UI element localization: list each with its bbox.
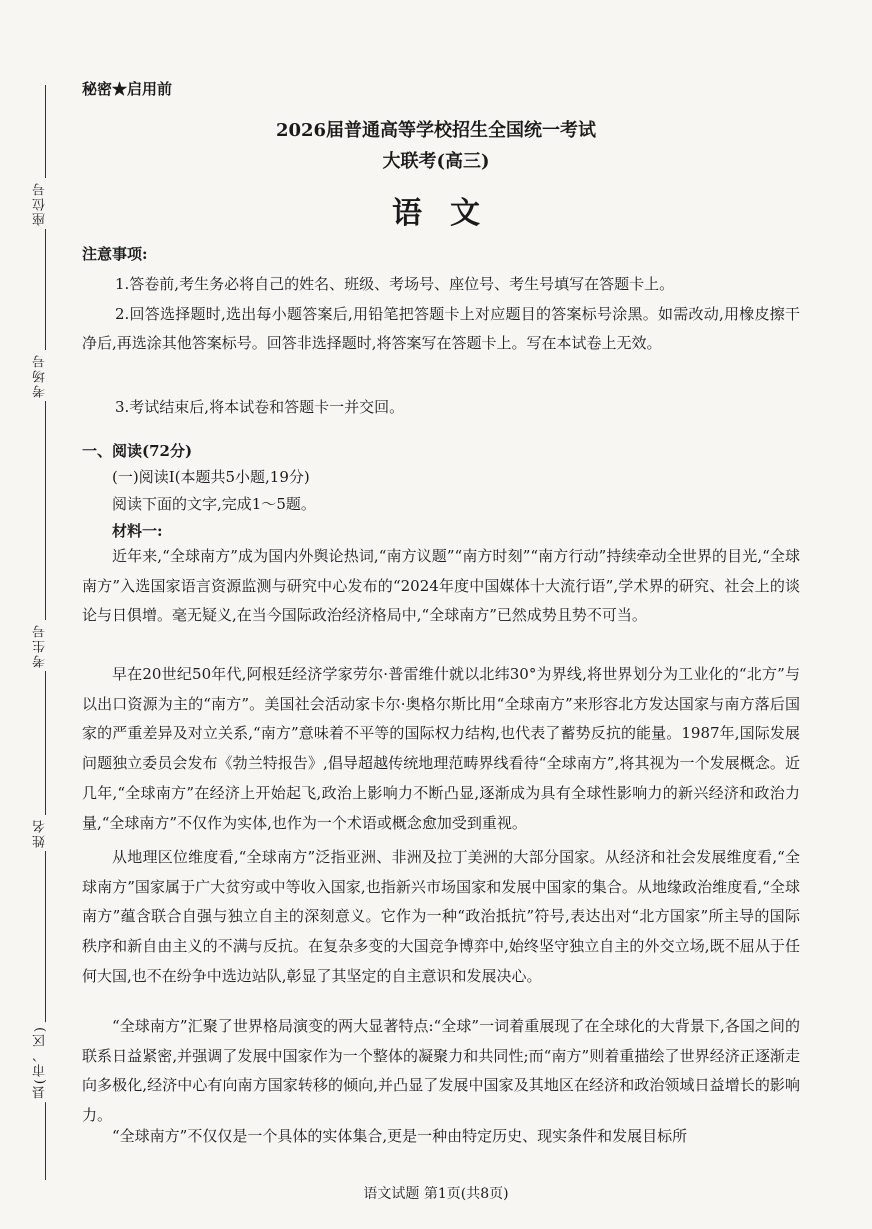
county-label: 县(市、区) xyxy=(31,1022,50,1102)
seat-number-label: 座位号 xyxy=(31,178,50,229)
exam-title: 2026届普通高等学校招生全国统一考试 xyxy=(275,120,597,141)
page-footer: 语文试题 第1页(共8页) xyxy=(363,1186,509,1202)
name-label: 姓名 xyxy=(31,815,50,851)
passage-paragraph: 从地理区位维度看,“全球南方”泛指亚洲、非洲及拉丁美洲的大部分国家。从经济和社会发展维度看,“全球南方”国家属于广大贫穷或中等收入国家,也指新兴市场国家和发展中国家的集合。从地缘政治维度看,“全球南方”蕴含联合自强与独立自主的深刻意义。它作为一种“政治抵抗”符号,表达出对“北方国家”所主导的国际秩序和新自由主义的不满与反抗。在复杂多变的大国竞争博弈中,始终坚守独立自主的外交立场,既不屈从于任何大国,也不在纷争中选边站队,彰显了其坚定的自主意识和发展决心。 xyxy=(82,848,800,985)
section-title: 一、阅读(72分) xyxy=(82,442,193,460)
passage-paragraph: “全球南方”不仅仅是一个具体的实体集合,更是一种由特定历史、现实条件和发展目标所 xyxy=(112,1127,688,1145)
notice-item: 1.答卷前,考生务必将自己的姓名、班级、考场号、座位号、考生号填写在答题卡上。 xyxy=(115,275,675,293)
exam-room-label: 考场号 xyxy=(31,350,50,401)
exam-subtitle: 大联考(高三) xyxy=(382,151,490,172)
notice-item: 3.考试结束后,将本试卷和答题卡一并交回。 xyxy=(115,398,405,416)
subject-title: 语文 xyxy=(392,196,508,231)
material-label: 材料一: xyxy=(112,522,163,540)
exam-id-label: 考生号 xyxy=(31,620,50,671)
secret-mark: 秘密★启用前 xyxy=(82,80,173,98)
passage-paragraph: “全球南方”汇聚了世界格局演变的两大显著特点:“全球”一词着重展现了在全球化的大背景下,各国之间的联系日益紧密,并强调了发展中国家作为一个整体的凝聚力和共同性;而“南方”则着重描绘了世界经济正逐渐走向多极化,经济中心有向南方国家转移的倾向,并凸显了发展中国家及其地区在经济和政治领域日益增长的影响力。 xyxy=(82,1017,800,1125)
notice-title: 注意事项: xyxy=(82,245,148,263)
passage-paragraph: 近年来,“全球南方”成为国内外舆论热词,“南方议题”“南方时刻”“南方行动”持续牵动全世界的目光,“全球南方”入选国家语言资源监测与研究中心发布的“2024年度中国媒体十大流行语”,学术界的研究、社会上的谈论与日俱增。毫无疑义,在当今国际政治经济格局中,“全球南方”已然成势且势不可当。 xyxy=(82,547,800,625)
section-instruction: 阅读下面的文字,完成1～5题。 xyxy=(112,495,316,513)
passage-paragraph: 早在20世纪50年代,阿根廷经济学家劳尔·普雷维什就以北纬30°为界线,将世界划分为工业化的“北方”与以出口资源为主的“南方”。美国社会活动家卡尔·奥格尔斯比用“全球南方”来形容北方发达国家与南方落后国家的严重差异及对立关系,“南方”意味着不平等的国际权力结构,也代表了蓄势反抗的能量。1987年,国际发展问题独立委员会发布《勃兰特报告》,倡导超越传统地理范畴界线看待“全球南方”,将其视为一个发展概念。近几年,“全球南方”在经济上开始起飞,政治上影响力不断凸显,逐渐成为具有全球性影响力的新兴经济和政治力量,“全球南方”不仅作为实体,也作为一个术语或概念愈加受到重视。 xyxy=(82,665,800,832)
section-subtitle: (一)阅读Ⅰ(本题共5小题,19分) xyxy=(112,468,310,486)
notice-item: 2.回答选择题时,选出每小题答案后,用铅笔把答题卡上对应题目的答案标号涂黑。如需改动,用橡皮擦干净后,再选涂其他答案标号。回答非选择题时,将答案写在答题卡上。写在本试卷上无效。 xyxy=(82,305,800,352)
